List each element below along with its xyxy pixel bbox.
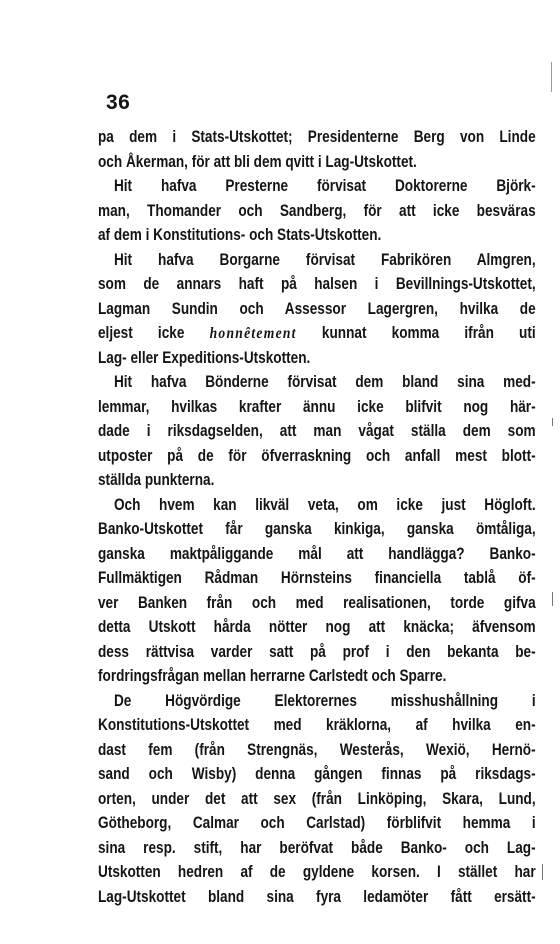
text-line: sand och Wisby) denna gången finnas på riksdags- [98,765,536,783]
text-line: ganska maktpåliggande mål att handlägga? Banko- [98,544,536,563]
body-text [98,125,536,909]
emphasized-word: honnêtement [209,324,297,342]
text-line: Hit hafva Bönderne förvisat dem bland sina med- [113,373,536,391]
text-line-mixed [98,321,536,346]
text-line: och Åkerman, för att bli dem qvitt i Lag-Utskottet. [98,152,417,171]
text-line: man, Thomander och Sandberg, för att icke besväras [98,201,536,220]
text-line: Lag- eller Expeditions-Utskotten. [98,348,311,367]
text-run: kunnat komma ifrån uti [321,324,536,342]
margin-mark [552,592,553,606]
text-line: dess rättvisa varder satt på prof i den bekanta be- [98,642,536,661]
text-line: Konstitutions-Utskottet med kräklorna, af hvilka en- [98,716,536,734]
text-line: ställda punkterna. [98,471,215,489]
text-line: af dem i Konstitutions- och Stats-Utskotten. [98,226,382,244]
text-line: orten, under det att sex (från Linköping, Skara, Lund, [98,789,536,808]
text-line: fordringsfrågan mellan herrarne Carlstedt och Sparre. [98,667,447,685]
text-run: eljest icke [98,324,185,342]
text-line: Lagman Sundin och Assessor Lagergren, hvilka de [98,299,536,318]
text-line: som de annars haft på halsen i Bevillnings-Utskottet, [98,275,536,293]
margin-mark [542,864,543,880]
text-line: Götheborg, Calmar och Carlstad) förblifvit hemma i [98,814,536,832]
text-line: De Högvördige Elektorernes misshushållning i [113,691,536,710]
margin-rule [551,62,552,92]
text-line: detta Utskott hårda nötter nog att knäcka; äfvensom [98,618,536,636]
text-line: Utskotten hedren af de gyldene korsen. I stället har [98,863,536,881]
text-line: Hit hafva Borgarne förvisat Fabrikören Almgren, [113,250,536,269]
text-line: ver Banken från och med realisationen, torde gifva [98,593,536,612]
text-line: Fullmäktigen Rådman Hörnsteins financiella tablå öf- [98,569,536,587]
text-line: sina resp. stift, har beröfvat både Banko- och Lag- [98,838,536,857]
margin-mark [552,418,553,426]
page-number: 36 [106,91,131,114]
text-line: utposter på de för öfverraskning och anfall mest blott- [98,446,536,465]
text-line: Hit hafva Presterne förvisat Doktorerne Björk- [113,177,536,195]
text-line: dast fem (från Strengnäs, Westerås, Wexiö, Hernö- [98,740,536,759]
text-line: Och hvem kan likväl veta, om icke just Högloft. [113,495,536,514]
text-line: Lag-Utskottet bland sina fyra ledamöter fått ersätt- [98,887,536,906]
text-line: Banko-Utskottet får ganska kinkiga, ganska ömtåliga, [98,520,536,538]
text-line: lemmar, hvilkas krafter ännu icke blifvit nog här- [98,397,536,416]
text-line: pa dem i Stats-Utskottet; Presidenterne Berg von Linde [98,128,536,146]
text-line: dade i riksdagselden, att man vågat ställa dem som [98,422,536,440]
